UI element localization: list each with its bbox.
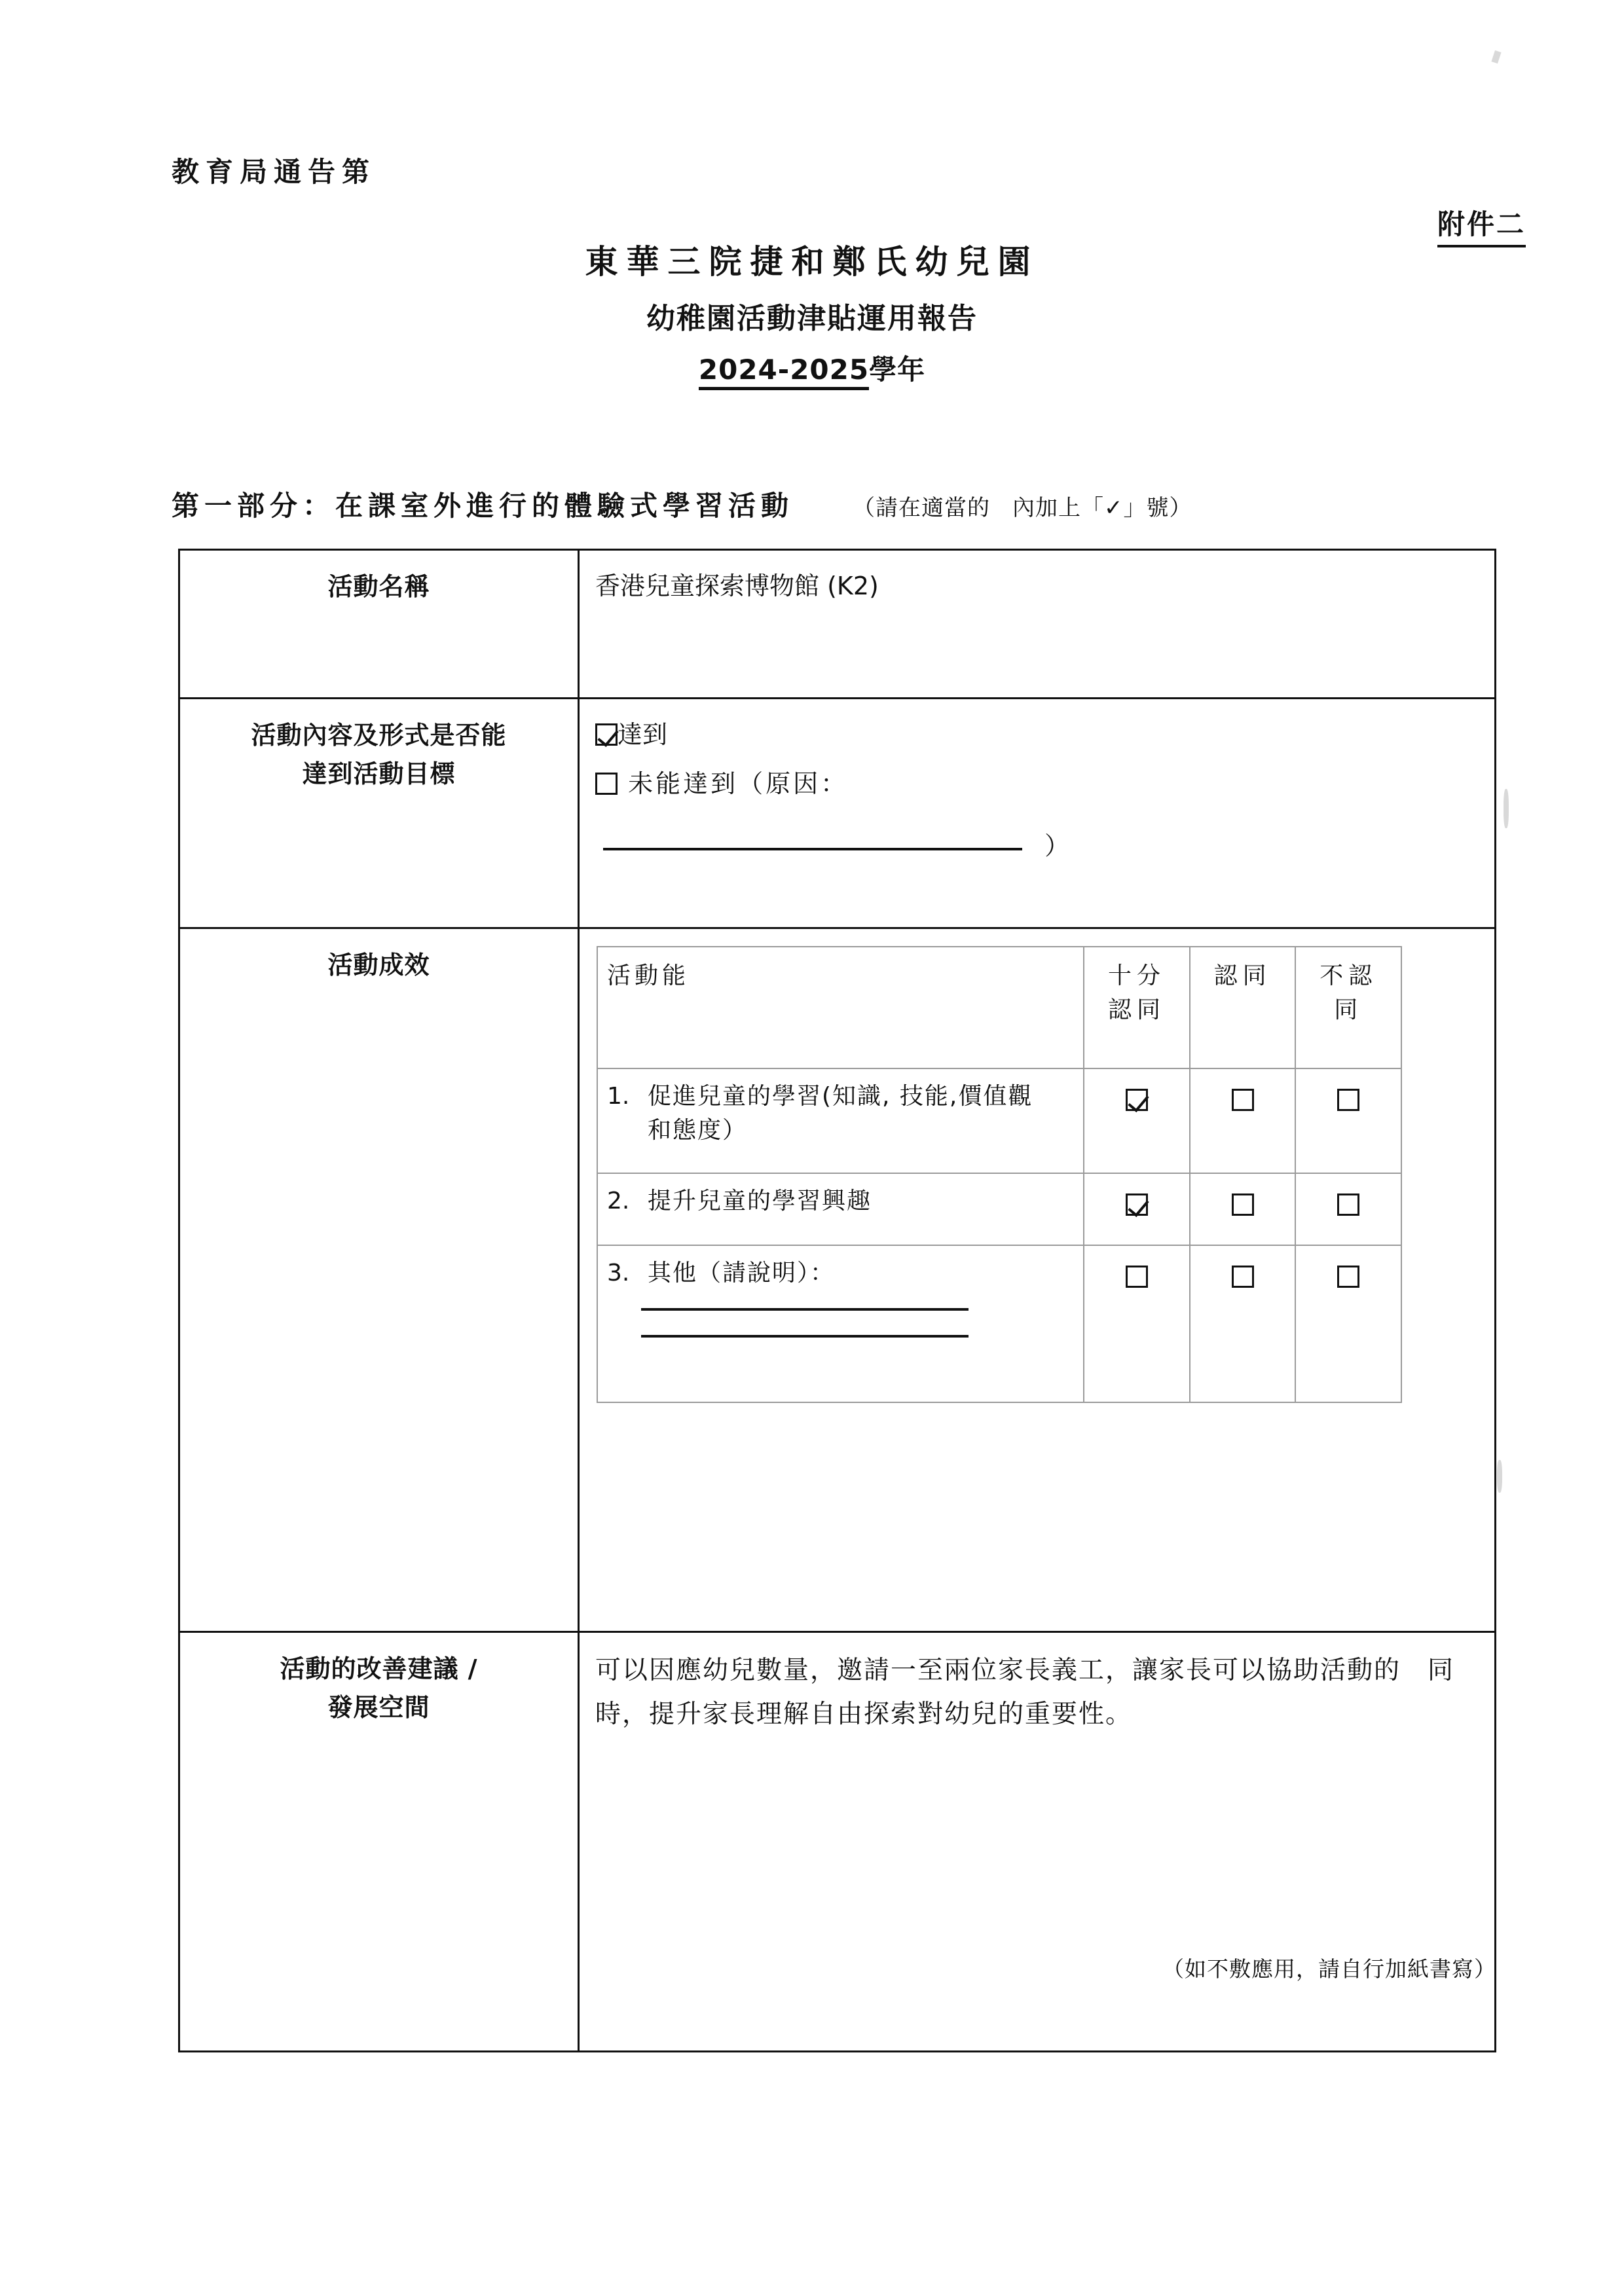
checkbox-empty-icon[interactable]	[1126, 1266, 1148, 1288]
effect-item-1-text: 促進兒童的學習(知識, 技能,價值觀和態度）	[648, 1083, 1033, 1144]
table-row-effectiveness	[179, 928, 1496, 1632]
effect-item-3-text: 其他（請說明）：	[648, 1260, 836, 1286]
goal-reason-input-rule[interactable]	[603, 847, 1022, 850]
checkbox-checked-icon[interactable]	[595, 723, 618, 746]
effect-header-strongly-agree-line1: 十分	[1108, 962, 1166, 989]
footer-note: （如不敷應用，請自行加紙書寫）	[1162, 1956, 1496, 1982]
effect-header-strongly-agree	[1084, 947, 1190, 1068]
checkbox-checked-icon[interactable]	[1126, 1089, 1148, 1111]
option-goal-met[interactable]	[595, 715, 1477, 755]
effect-item-1-strongly-agree[interactable]	[1084, 1068, 1190, 1173]
school-name: 東華三院捷和鄭氏幼兒園	[585, 243, 1039, 281]
effectiveness-table-wrapper	[580, 929, 1494, 1403]
checkbox-empty-icon[interactable]	[1232, 1266, 1254, 1288]
effectiveness-header-row	[597, 947, 1401, 1068]
goal-reason-blank-row	[595, 826, 1477, 866]
effect-header-disagree-line2: 同	[1334, 996, 1363, 1024]
checkbox-empty-icon[interactable]	[1232, 1194, 1254, 1216]
row-value-improvement[interactable]	[579, 1632, 1496, 2052]
effect-item-2-text: 提升兒童的學習興趣	[648, 1188, 872, 1214]
table-row-goal-attainment	[179, 699, 1496, 928]
improvement-text: 可以因應幼兒數量，邀請一至兩位家長義工，讓家長可以協助活動的 同時，提升家長理解自由探索對幼兒的重要性。	[595, 1656, 1455, 1730]
effect-item-2-strongly-agree[interactable]	[1084, 1173, 1190, 1245]
scan-speck	[1497, 1460, 1502, 1493]
section-header	[172, 484, 1481, 524]
notice-number-prefix: 教育局通告第	[172, 156, 377, 188]
effect-header-agree	[1190, 947, 1296, 1068]
table-row	[597, 1245, 1401, 1402]
row-value-goal-attainment	[579, 699, 1496, 928]
row-label-goal-line1: 活動內容及形式是否能	[251, 721, 507, 750]
section-instruction	[853, 490, 1192, 522]
effect-item-1-number: 1.	[607, 1083, 630, 1110]
scan-speck	[1504, 789, 1509, 828]
effect-header-strongly-agree-line2: 認同	[1108, 996, 1166, 1024]
option-goal-not-met[interactable]	[595, 764, 1477, 804]
row-label-activity-name: 活動名稱	[179, 550, 579, 699]
report-title: 幼稚園活動津貼運用報告	[646, 302, 978, 335]
row-label-effectiveness: 活動成效	[179, 928, 579, 1632]
goal-reason-close-paren: ）	[1044, 831, 1070, 860]
effect-item-2-number: 2.	[607, 1188, 630, 1214]
row-label-goal-attainment	[179, 699, 579, 928]
row-label-goal-line2: 達到活動目標	[302, 759, 456, 788]
effect-item-3-disagree[interactable]	[1295, 1245, 1401, 1402]
checkbox-empty-icon[interactable]	[595, 773, 618, 795]
checkbox-empty-icon[interactable]	[1337, 1266, 1359, 1288]
table-row-improvement	[179, 1632, 1496, 2052]
effect-item-3-number: 3.	[607, 1260, 630, 1286]
effect-item-3-blank-line-1[interactable]	[641, 1307, 969, 1311]
table-row	[597, 1068, 1401, 1173]
effect-header-item: 活動能	[597, 947, 1084, 1068]
instruction-before: （請在適當的	[853, 495, 991, 521]
effect-item-3-blank-line-2[interactable]	[641, 1334, 969, 1338]
attachment-label: 附件二	[1437, 203, 1526, 247]
instruction-after: 內加上「✓」號）	[1012, 495, 1192, 521]
row-label-improvement-line1: 活動的改善建議 /	[280, 1654, 478, 1683]
checkbox-empty-icon[interactable]	[1337, 1089, 1359, 1111]
effect-item-1-disagree[interactable]	[1295, 1068, 1401, 1173]
table-row	[597, 1173, 1401, 1245]
section-title: 第一部分：在課室外進行的體驗式學習活動	[172, 490, 794, 522]
effectiveness-rating-table	[597, 946, 1402, 1403]
effect-item-2	[597, 1173, 1084, 1245]
option-goal-not-met-label: 未能達到（原因：	[628, 769, 849, 798]
school-year-suffix: 學年	[869, 354, 926, 386]
row-value-effectiveness	[579, 928, 1496, 1632]
effect-header-agree-line1: 認同	[1213, 962, 1272, 989]
effect-header-disagree-line1: 不認	[1320, 962, 1378, 989]
school-year-value: 2024-2025	[699, 354, 869, 390]
row-label-improvement	[179, 1632, 579, 2052]
effect-header-disagree	[1295, 947, 1401, 1068]
row-value-activity-name[interactable]: 香港兒童探索博物館 (K2)	[579, 550, 1496, 699]
scan-speck	[1491, 50, 1501, 64]
row-label-improvement-line2: 發展空間	[327, 1692, 430, 1722]
checkbox-empty-icon[interactable]	[1232, 1089, 1254, 1111]
effect-item-2-disagree[interactable]	[1295, 1173, 1401, 1245]
option-goal-met-label: 達到	[618, 720, 668, 749]
table-row-activity-name	[179, 550, 1496, 699]
activity-report-table	[178, 549, 1496, 2052]
checkbox-empty-icon[interactable]	[1337, 1194, 1359, 1216]
effect-item-2-agree[interactable]	[1190, 1173, 1296, 1245]
effect-item-3	[597, 1245, 1084, 1402]
effect-item-3-agree[interactable]	[1190, 1245, 1296, 1402]
title-block	[0, 236, 1624, 388]
checkbox-checked-icon[interactable]	[1126, 1194, 1148, 1216]
effect-item-1	[597, 1068, 1084, 1173]
effect-item-3-strongly-agree[interactable]	[1084, 1245, 1190, 1402]
school-year	[0, 348, 1624, 388]
effect-item-1-agree[interactable]	[1190, 1068, 1296, 1173]
